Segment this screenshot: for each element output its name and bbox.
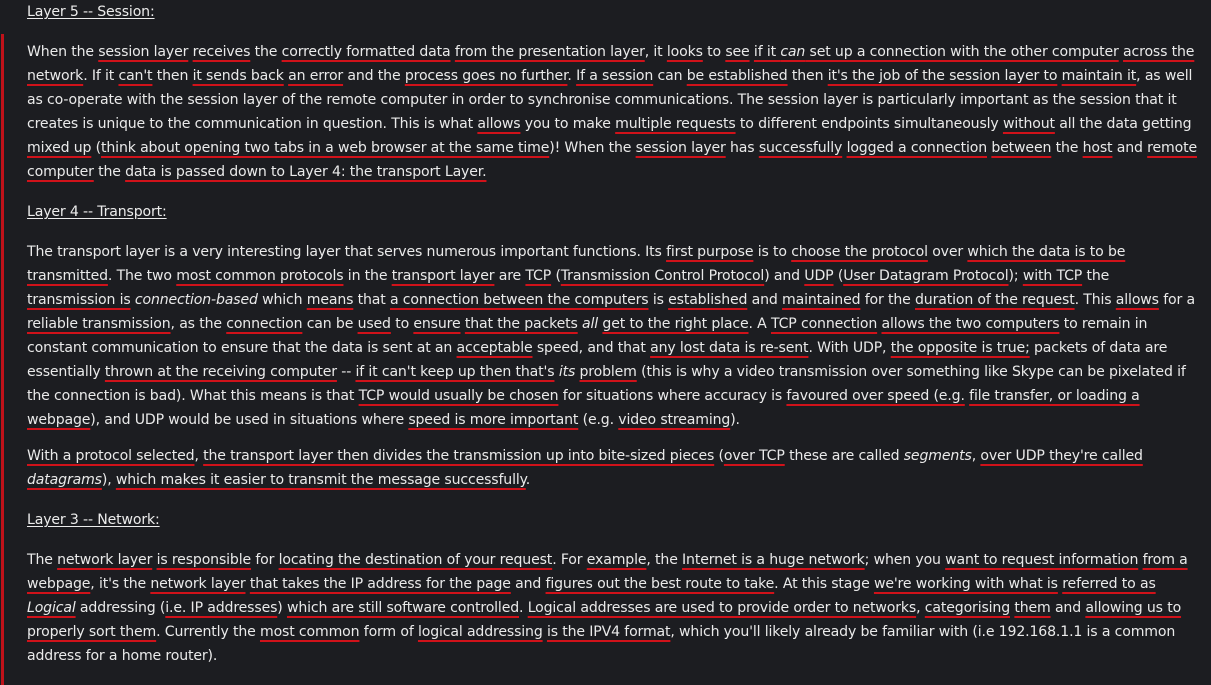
layer4-heading: Layer 4 -- Transport: (27, 204, 167, 220)
layer5-paragraph: When the session layer receives the correctly formatted data from the presentation layer, it looks to see if it can set up a connection with the other computer across the network. If it can't then it sends back an error and the process goes no further. If a session can be established then it's the job of the session layer to maintain it, as well as co-operate with the session layer of the remote computer in order to synchronise communications. The session layer is particularly important as the session that it creates is unique to the communication in question. This is what allows you to make multiple requests to different endpoints simultaneously without all the data getting mixed up (think about opening two tabs in a web browser at the same time)! When the session layer has successfully logged a connection between the host and remote computer the data is passed down to Layer 4: the transport Layer. (27, 44, 1197, 180)
left-accent-bar (1, 34, 4, 685)
layer4-paragraph-1: The transport layer is a very interesting layer that serves numerous important functions. Its first purpose is to choose the protocol over which the data is to be transmitted. The two most common protocols in the transport layer are TCP (Transmission Control Protocol) and UDP (User Datagram Protocol); with TCP the transmission is connection-based which means that a connection between the computers is established and maintained for the duration of the request. This allows for a reliable transmission, as the connection can be used to ensure that the packets all get to the right place. A TCP connection allows the two computers to remain in constant communication to ensure that the data is sent at an acceptable speed, and that any lost data is re-sent. With UDP, the opposite is true; packets of data are essentially thrown at the receiving computer -- if it can't keep up then that's its problem (this is why a video transmission over something like Skype can be pixelated if the connection is bad). What this means is that TCP would usually be chosen for situations where accuracy is favoured over speed (e.g. file transfer, or loading a webpage), and UDP would be used in situations where speed is more important (e.g. video streaming). (27, 244, 1195, 428)
document-body[interactable] (27, 0, 1197, 668)
layer3-paragraph: The network layer is responsible for locating the destination of your request. For example, the Internet is a huge network; when you want to request information from a webpage, it's the network layer that takes the IP address for the page and figures out the best route to take. At this stage we're working with what is referred to as Logical addressing (i.e. IP addresses) which are still software controlled. Logical addresses are used to provide order to networks, categorising them and allowing us to properly sort them. Currently the most common form of logical addressing is the IPV4 format, which you'll likely already be familiar with (i.e 192.168.1.1 is a common address for a home router). (27, 552, 1188, 664)
layer3-heading: Layer 3 -- Network: (27, 512, 160, 528)
layer5-heading: Layer 5 -- Session: (27, 4, 155, 20)
layer4-paragraph-2: With a protocol selected, the transport layer then divides the transmission up into bite-sized pieces (over TCP these are called segments, over UDP they're called datagrams), which makes it easier to transmit the message successfully. (27, 448, 1143, 488)
